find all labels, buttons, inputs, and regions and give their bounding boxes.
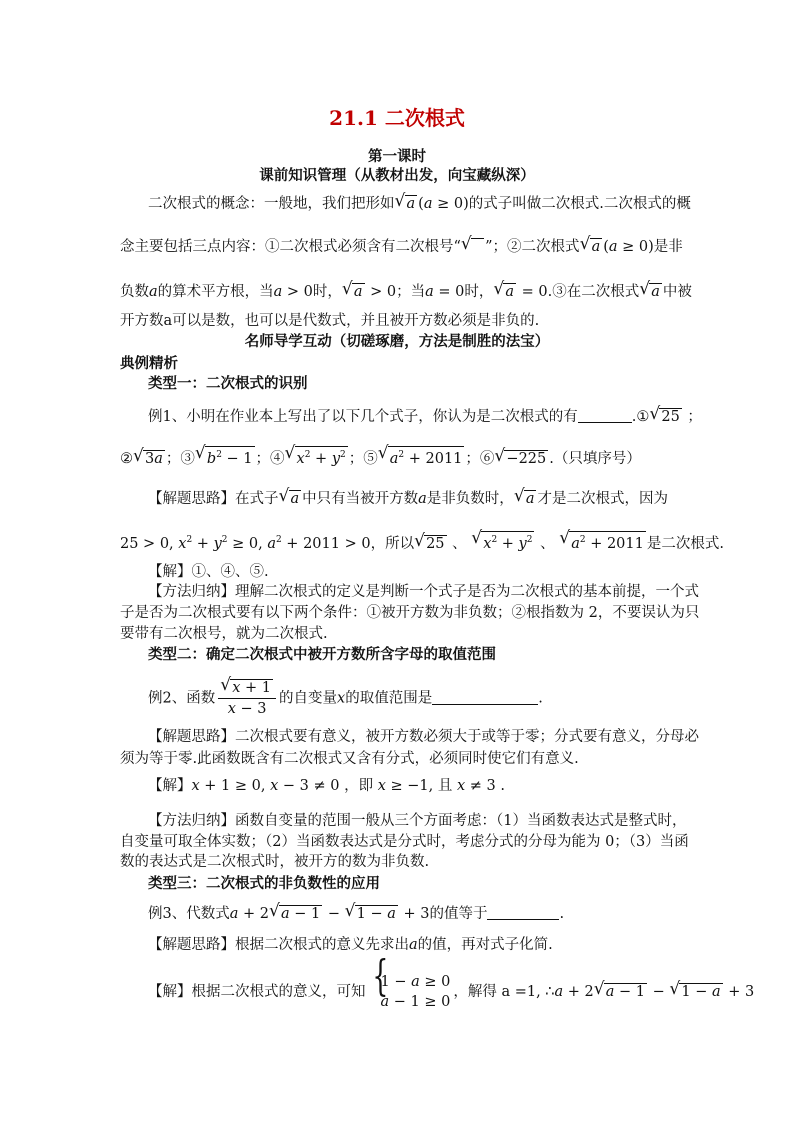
concept-line-1: 二次根式的概念：一般地，我们把形如√ a (a ≥ 0)的式子叫做二次根式.二次根式的概 bbox=[148, 194, 691, 214]
inequality-system: { 1 − a ≥ 0 a − 1 ≥ 0 bbox=[369, 972, 451, 1012]
example2-method-2: 自变量可取全体实数；（2）当函数表达式是分式时，考虑分式的分母为能为 0；（3）当函 bbox=[120, 834, 689, 850]
example1-question: 例1、小明在作业本上写出了以下几个式子，你认为是二次根式的有 .①√ 25 ； bbox=[148, 407, 702, 427]
example2-method-1: 【方法归纳】函数自变量的范围一般从三个方面考虑：（1）当函数表达式是整式时， bbox=[148, 813, 687, 829]
lesson-label: 第一课时 bbox=[368, 148, 426, 165]
type3-heading: 类型三：二次根式的非负数性的应用 bbox=[148, 875, 380, 892]
example1-method-1: 【方法归纳】理解二次根式的定义是判断一个式子是否为二次根式的基本前提，一个式 bbox=[148, 584, 699, 600]
concept-line-2: 念主要包括三点内容：①二次根式必须含有二次根号“√ ”；②二次根式√ a (a ≥ 0)是非 bbox=[120, 237, 683, 257]
concept-line-4: 开方数a可以是数，也可以是代数式，并且被开方数必须是非负的. bbox=[120, 313, 540, 329]
section-heading-interaction: 名师导学互动（切磋琢磨，方法是制胜的法宝） bbox=[244, 333, 550, 350]
example1-thinking-2: 25 > 0, $x^2 + y^2 \ge 0$, $a^2 + 2011 > 0$，所以√ 25 、 √ $x^2 + y^2$ 、 √ $a^2 + 2011$ 是二次根式. bbox=[120, 530, 724, 554]
type1-heading: 类型一：二次根式的识别 bbox=[148, 375, 308, 392]
example3-answer-blank bbox=[487, 905, 559, 920]
example1-method-2: 子是否为二次根式要有以下两个条件：①被开方数为非负数；②根指数为 2，不要误认为只 bbox=[120, 605, 700, 621]
example2-answer: 【解】x + 1 ≥ 0, x − 3 ≠ 0 ，即 x ≥ −1, 且 x ≠ 3 . bbox=[148, 778, 505, 794]
example2-method-3: 数的表达式是二次根式时，被开方的数为非负数. bbox=[120, 854, 430, 870]
page-title: 21.1 二次根式 bbox=[329, 106, 465, 130]
function-fraction: √ $\frac{x + 1}{x - 3}$ bbox=[218, 678, 276, 719]
example2-thinking-1: 【解题思路】二次根式要有意义，被开方数必须大于或等于零；分式要有意义，分母必 bbox=[148, 729, 699, 745]
concept-line-3: 负数a的算术平方根，当a > 0时，√ a > 0；当a = 0时，√ a = 0.③在二次根式√ a 中被 bbox=[120, 282, 692, 302]
example2-thinking-2: 须为等于零.此函数既含有二次根式又含有分式，必须同时使它们有意义. bbox=[120, 751, 579, 767]
example1-answer: 【解】①、④、⑤. bbox=[148, 564, 269, 580]
example2-question: 例2、函数 √ $\frac{x + 1}{x - 3}$ 的自变量x的取值范围是 . bbox=[148, 678, 543, 719]
example1-options: ②√ 3a ；③√ $b^2 - 1$ ；④√ $x^2 + y^2$ ；⑤√ $a^2 + 2011$ ；⑥√ −225 .（只填序号） bbox=[120, 446, 641, 469]
example3-question: 例3、代数式a + 2√ a − 1 − √ 1 − a + 3的值等于 . bbox=[148, 904, 564, 924]
example3-thinking: 【解题思路】根据二次根式的意义先求出a的值，再对式子化简. bbox=[148, 937, 553, 953]
type2-heading: 类型二：确定二次根式中被开方数所含字母的取值范围 bbox=[148, 646, 496, 663]
example1-thinking-1: 【解题思路】在式子√ a 中只有当被开方数a是非负数时，√ a 才是二次根式，因为 bbox=[148, 489, 668, 509]
example1-method-3: 要带有二次根号，就为二次根式. bbox=[120, 626, 328, 642]
example2-answer-blank bbox=[432, 690, 538, 705]
example1-answer-blank bbox=[578, 408, 632, 423]
example3-answer: 【解】根据二次根式的意义，可知 { 1 − a ≥ 0 a − 1 ≥ 0 ，解得 a =1, ∴a + 2√ a − 1 − √ 1 − a + 3 bbox=[148, 972, 754, 1012]
section-heading-preview: 课前知识管理（从教材出发，向宝藏纵深） bbox=[259, 167, 535, 184]
examples-heading: 典例精析 bbox=[120, 355, 178, 372]
